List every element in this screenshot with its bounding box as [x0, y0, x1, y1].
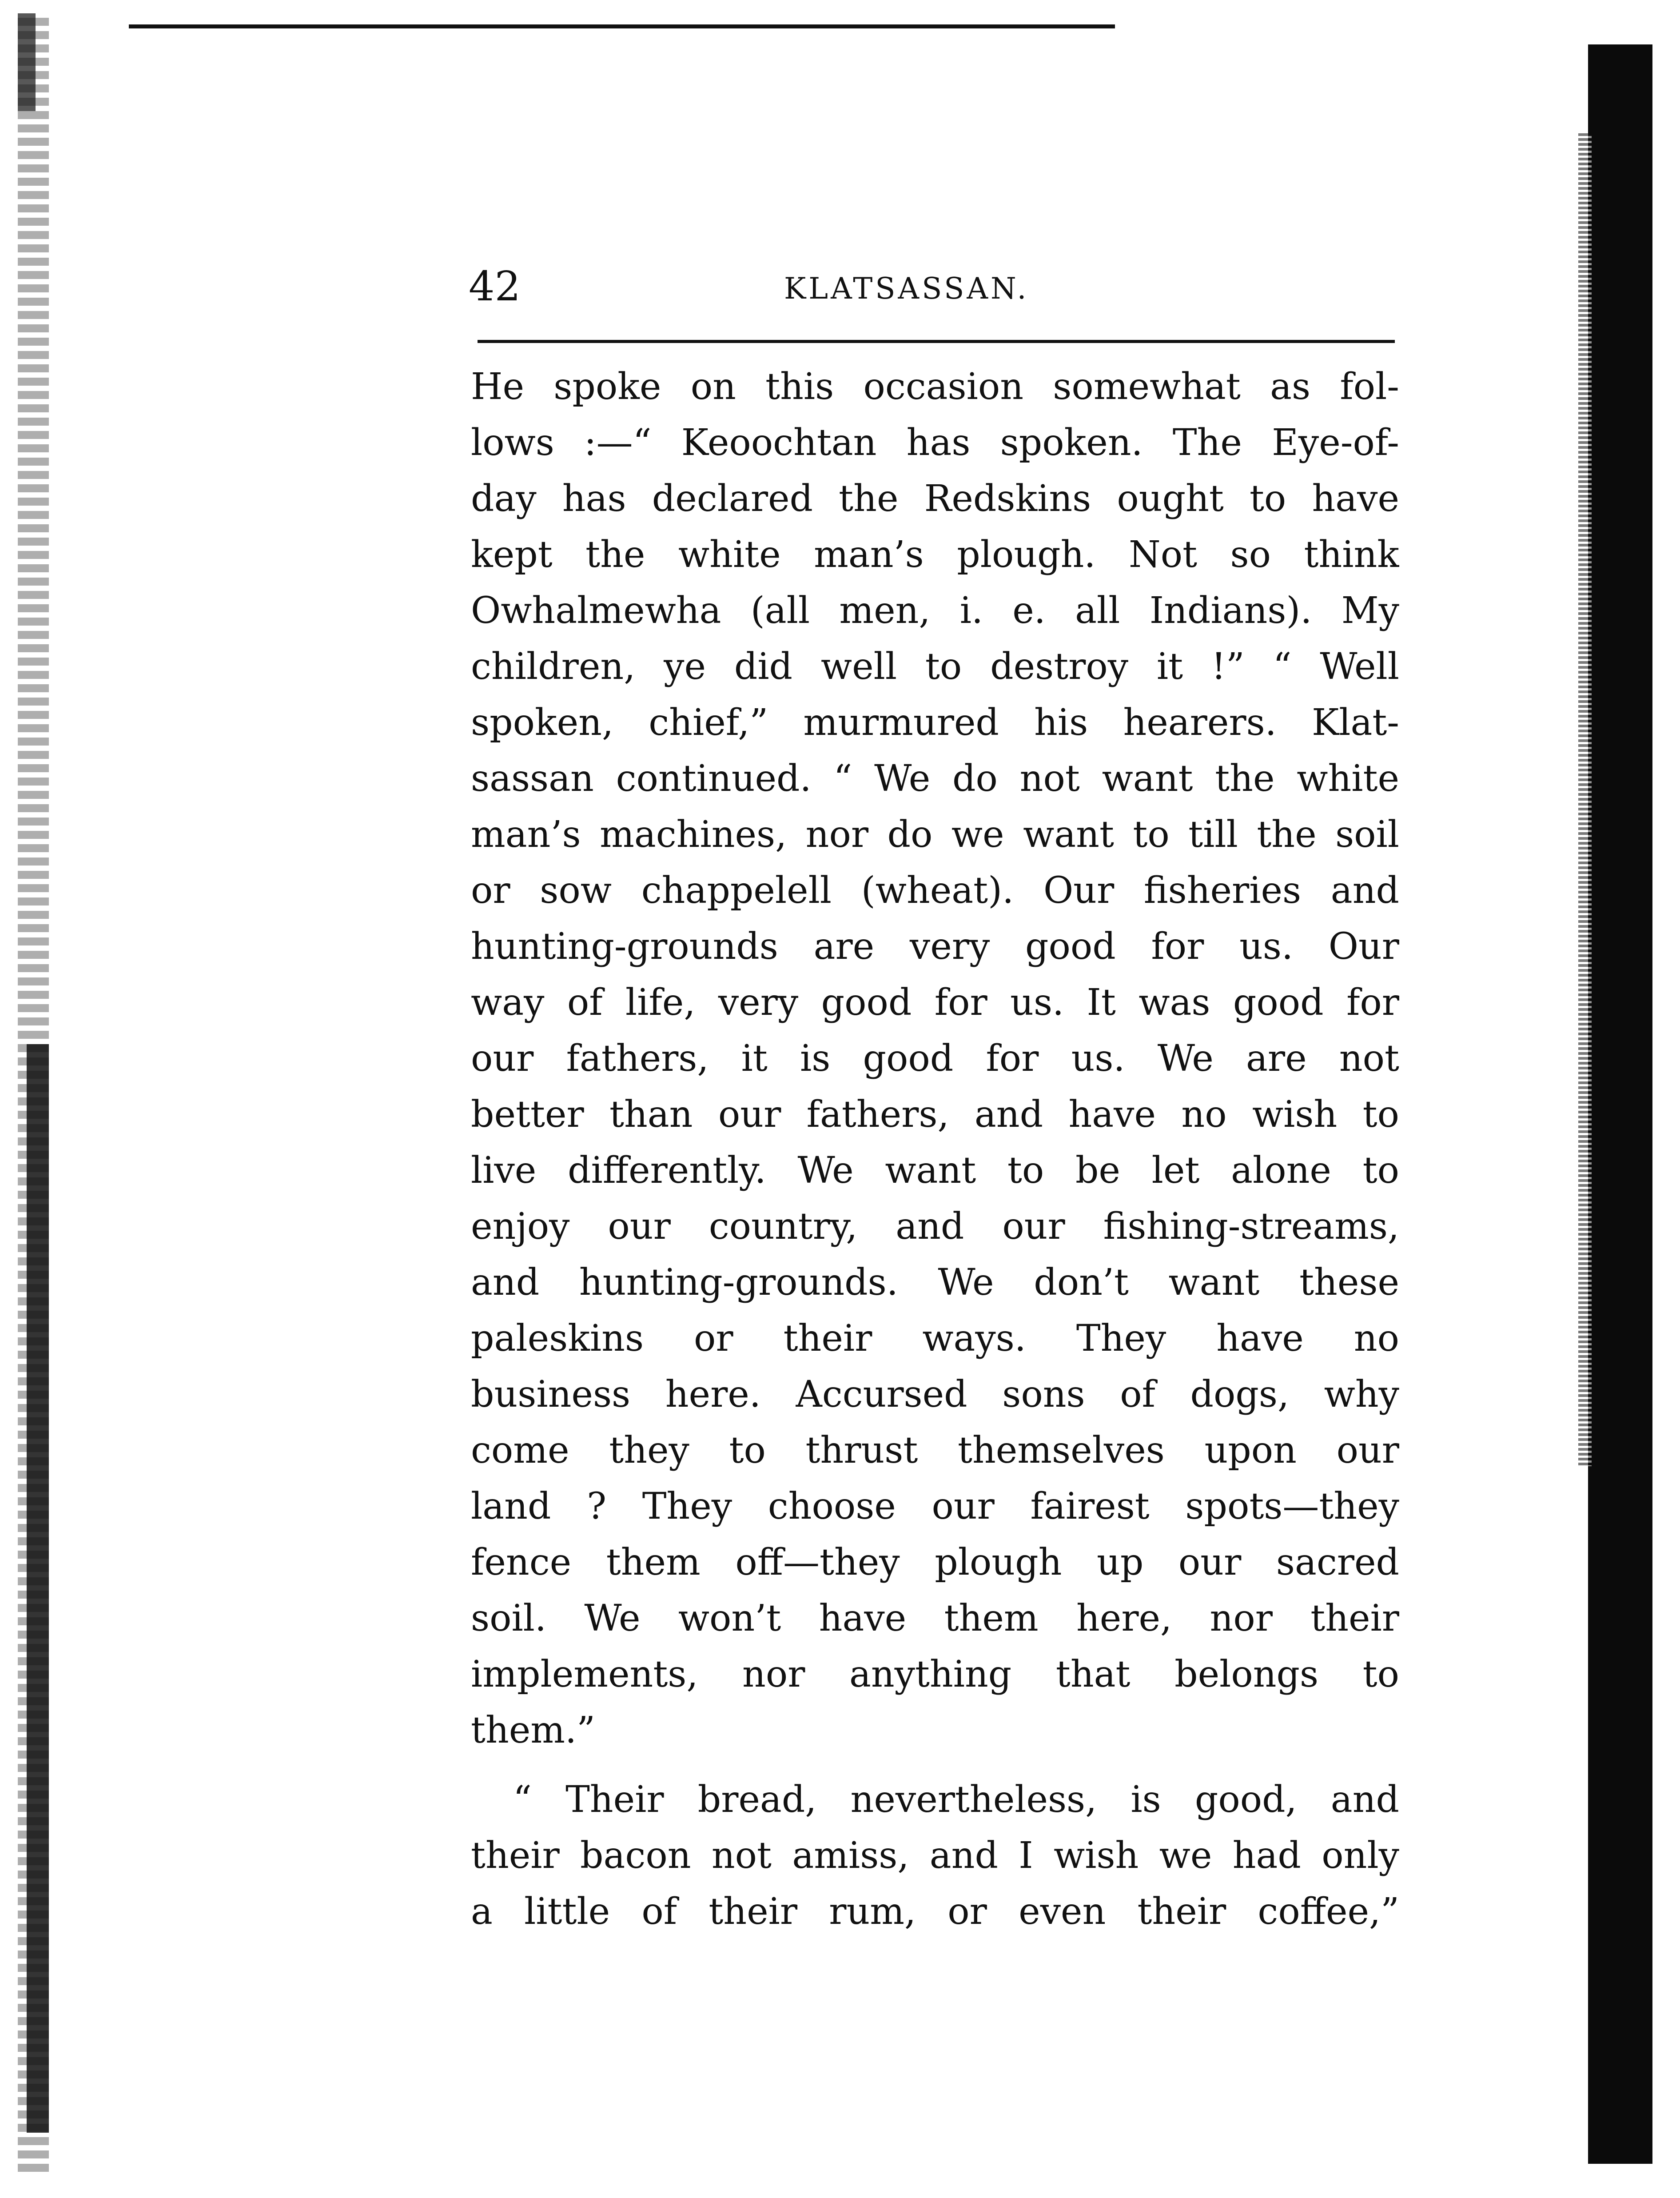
- text-line: live differently. We want to be let alone to: [471, 1149, 1399, 1192]
- text-line: day has declared the Redskins ought to have: [471, 478, 1399, 520]
- binding-edge-mark-top: [18, 13, 36, 111]
- text-line: better than our fathers, and have no wish to: [471, 1093, 1399, 1136]
- text-line: “ Their bread, nevertheless, is good, and: [513, 1779, 1399, 1821]
- text-line: man’s machines, nor do we want to till the soil: [471, 814, 1399, 856]
- right-page-edge-shadow: [1588, 44, 1652, 2164]
- top-rule: [129, 24, 1115, 28]
- binding-edge-mark-bottom: [27, 1044, 49, 2133]
- text-line: business here. Accursed sons of dogs, why: [471, 1373, 1399, 1416]
- text-line: our fathers, it is good for us. We are not: [471, 1037, 1399, 1080]
- text-line: He spoke on this occasion somewhat as fol-: [471, 366, 1399, 408]
- page-number: 42: [469, 263, 521, 310]
- paragraph-2: [471, 1772, 1399, 1940]
- paragraph-1: [471, 359, 1399, 1759]
- text-line: or sow chappelell (wheat). Our fisheries and: [471, 870, 1399, 912]
- text-line: land ? They choose our fairest spots—they: [471, 1485, 1399, 1528]
- text-line: sassan continued. “ We do not want the white: [471, 758, 1399, 800]
- text-line: enjoy our country, and our fishing-streams,: [471, 1205, 1399, 1248]
- text-line: them.”: [471, 1709, 596, 1751]
- body-text: [471, 359, 1399, 1940]
- text-line: hunting-grounds are very good for us. Our: [471, 925, 1399, 968]
- text-line: and hunting-grounds. We don’t want these: [471, 1261, 1399, 1304]
- header-rule: [478, 340, 1395, 343]
- running-title: KLATSASSAN.: [784, 271, 1029, 306]
- text-line: way of life, very good for us. It was good for: [471, 981, 1399, 1024]
- text-line: kept the white man’s plough. Not so think: [471, 534, 1399, 576]
- text-line: lows :—“ Keoochtan has spoken. The Eye-of-: [471, 422, 1399, 464]
- text-line: children, ye did well to destroy it !” “ Well: [471, 646, 1399, 688]
- text-line: Owhalmewha (all men, i. e. all Indians). My: [471, 590, 1399, 632]
- text-line: their bacon not amiss, and I wish we had only: [471, 1835, 1399, 1877]
- text-line: fence them off—they plough up our sacred: [471, 1541, 1399, 1584]
- text-line: a little of their rum, or even their coffee,”: [471, 1891, 1399, 1933]
- page-header: [469, 262, 1393, 311]
- text-line: spoken, chief,” murmured his hearers. Klat-: [471, 702, 1399, 744]
- text-line: come they to thrust themselves upon our: [471, 1429, 1399, 1472]
- text-line: implements, nor anything that belongs to: [471, 1653, 1399, 1695]
- text-line: paleskins or their ways. They have no: [471, 1317, 1399, 1360]
- paragraph-gap: [471, 1759, 1399, 1772]
- text-line: soil. We won’t have them here, nor their: [471, 1597, 1399, 1640]
